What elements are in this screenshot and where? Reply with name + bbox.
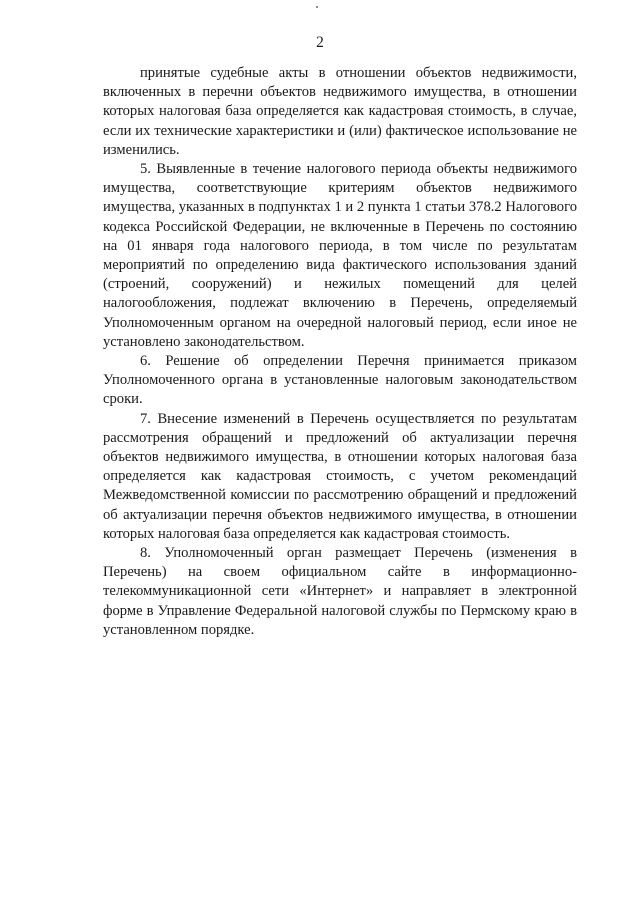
scan-artifact (316, 6, 318, 8)
paragraph-item-8: 8. Уполномоченный орган размещает Перечень (изменения в Перечень) на своем официальном сайте в информационно-телекоммуникационной сети «Интернет» и направляет в электронной форме в Управление Федеральной налоговой службы по Пермскому краю в установленном порядке. (103, 545, 577, 638)
page-number: 2 (316, 34, 324, 51)
paragraph-continuation: принятые судебные акты в отношении объектов недвижимости, включенных в перечни объектов недвижимого имущества, в отношении которых налоговая база определяется как кадастровая стоимость, в случае, если их технические характеристики и (или) фактическое использование не изменились. (103, 65, 577, 158)
paragraph-item-5: 5. Выявленные в течение налогового периода объекты недвижимого имущества, соответствующие критериям объектов недвижимого имущества, указанных в подпунктах 1 и 2 пункта 1 статьи 378.2 Налогового кодекса Российской Федерации, не включенные в Перечень по состоянию на 01 января года налогового периода, в том числе по результатам мероприятий по определению вида фактического использования зданий (строений, сооружений) и нежилых помещений для целей налогообложения, подлежат включению в Перечень, определяемый Уполномоченным органом на очередной налоговый период, если иное не установлено законодательством. (103, 161, 577, 350)
paragraph-item-6: 6. Решение об определении Перечня принимается приказом Уполномоченного органа в установленные налоговым законодательством сроки. (103, 353, 577, 408)
paragraph-item-7: 7. Внесение изменений в Перечень осуществляется по результатам рассмотрения обращений и предложений об актуализации перечня объектов недвижимого имущества, в отношении которых налоговая база определяется как кадастровая стоимость, с учетом рекомендаций Межведомственной комиссии по рассмотрению обращений и предложений об актуализации перечня объектов недвижимого имущества, в отношении которых налоговая база определяется как кадастровая стоимость. (103, 410, 577, 542)
document-body (103, 64, 577, 640)
